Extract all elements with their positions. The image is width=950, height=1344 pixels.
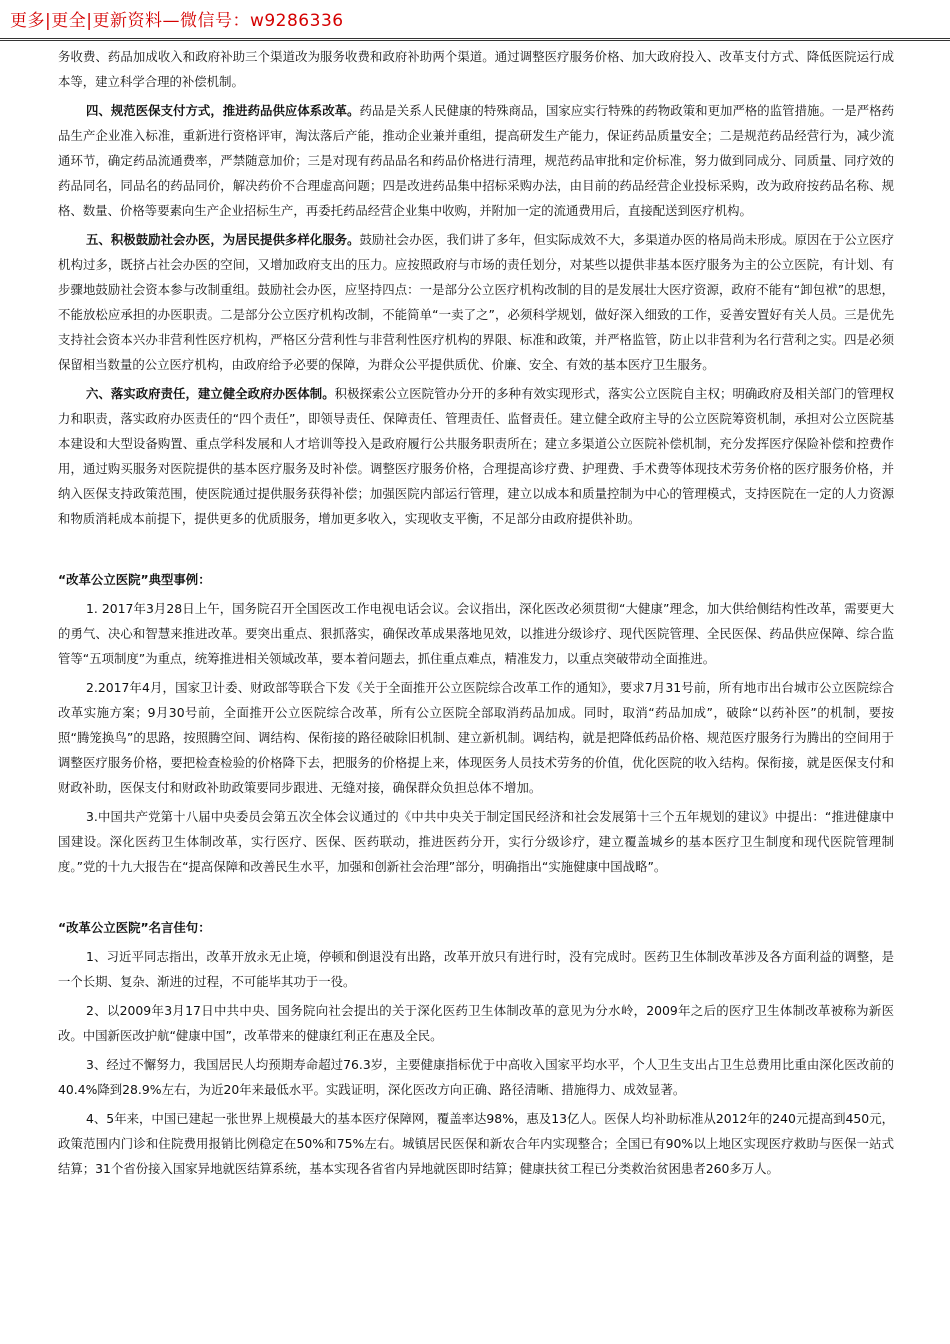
section-5 (58, 227, 894, 377)
wechat-watermark-header: 更多|更全|更新资料—微信号：w9286336 (10, 11, 344, 31)
quote-item: 2、以2009年3月17日中共中央、国务院向社会提出的关于深化医药卫生体制改革的意见为分水岭，2009年之后的医疗卫生体制改革被称为新医改。中国新医改护航“健康中国”，改革带来的健康红利正在惠及全民。 (58, 1003, 894, 1043)
section-4-text: 药品是关系人民健康的特殊商品，国家应实行特殊的药物政策和更加严格的监管措施。一是严格药品生产企业准入标准，重新进行资格评审，淘汰落后产能，推动企业兼并重组，提高研发生产能力，保证药品质量安全；二是规范药品经营行为，减少流通环节，确定药品流通费率，严禁随意加价；三是对现有药品品名和药品价格进行清理，规范药品审批和定价标准，努力做到同成分、同质量、同疗效的药品同名，同品名的药品同价，解决药价不合理虚高问题；四是改进药品集中招标采购办法，由目前的药品经营企业投标采购，改为政府按药品名称、规格、数量、价格等要素向生产企业招标生产，再委托药品经营企业集中收购，并附加一定的流通费用后，直接配送到医疗机构。 (58, 103, 895, 218)
quotes-heading: “改革公立医院”名言佳句： (58, 920, 211, 935)
case-item: 2.2017年4月，国家卫计委、财政部等联合下发《关于全面推开公立医院综合改革工作的通知》，要求7月31号前，所有地市出台城市公立医院综合改革实施方案；9月30号前，全面推开公立医院综合改革，所有公立医院全部取消药品加成。同时，取消“药品加成”，破除“以药补医”的机制，要按照“腾笼换鸟”的思路，按照腾空间、调结构、保衔接的路径破除旧机制、建立新机制。调结构，就是把降低药品价格、规范医疗服务行为腾出的空间用于调整医疗服务价格，要把检查检验的价格降下去，把服务的价格提上来，体现医务人员技术劳务的价值，优化医院的收入结构。保衔接，就是医保支付和财政补助，医保支付和财政补助政策要同步跟进、无缝对接，确保群众负担总体不增加。 (58, 680, 894, 795)
paragraph-continuation: 务收费、药品加成收入和政府补助三个渠道改为服务收费和政府补助两个渠道。通过调整医疗服务价格、加大政府投入、改革支付方式、降低医院运行成本等，建立科学合理的补偿机制。 (58, 49, 894, 89)
section-4 (58, 98, 894, 223)
quote-item: 1、习近平同志指出，改革开放永无止境，停顿和倒退没有出路，改革开放只有进行时，没有完成时。医药卫生体制改革涉及各方面利益的调整，是一个长期、复杂、渐进的过程，不可能毕其功于一役。 (58, 949, 894, 989)
cases-heading: “改革公立医院”典型事例： (58, 572, 211, 587)
section-6 (58, 381, 894, 531)
quote-item: 3、经过不懈努力，我国居民人均预期寿命超过76.3岁，主要健康指标优于中高收入国家平均水平，个人卫生支出占卫生总费用比重由深化医改前的40.4%降到28.9%左右，为近20年来最低水平。实践证明，深化医改方向正确、路径清晰、措施得力、成效显著。 (58, 1057, 894, 1097)
section-6-text: 积极探索公立医院管办分开的多种有效实现形式，落实公立医院自主权；明确政府及相关部门的管理权力和职责，落实政府办医责任的“四个责任”，即领导责任、保障责任、管理责任、监督责任。建立健全政府主导的公立医院筹资机制，承担对公立医院基本建设和大型设备购置、重点学科发展和人才培训等投入是政府履行公共服务职责所在；建立多渠道公立医院补偿机制，充分发挥医疗保险补偿和控费作用，通过购买服务对医院提供的基本医疗服务及时补偿。调整医疗服务价格，合理提高诊疗费、护理费、手术费等体现技术劳务价格的医疗服务价格，并纳入医保支持政策范围，使医院通过提供服务获得补偿；加强医院内部运行管理，建立以成本和质量控制为中心的管理模式，支持医院在一定的人力资源和物质消耗成本前提下，提供更多的优质服务，增加更多收入，实现收支平衡，不足部分由政府提供补助。 (58, 386, 895, 526)
quote-item: 4、5年来，中国已建起一张世界上规模最大的基本医疗保障网，覆盖率达98%，惠及13亿人。医保人均补助标准从2012年的240元提高到450元，政策范围内门诊和住院费用报销比例稳定在50%和75%左右。城镇居民医保和新农合年内实现整合；全国已有90%以上地区实现医疗救助与医保一站式结算；31个省份接入国家异地就医结算系统，基本实现各省省内异地就医即时结算；健康扶贫工程已分类救治贫困患者260多万人。 (58, 1111, 894, 1176)
section-4-title: 四、规范医保支付方式，推进药品供应体系改革。 (86, 103, 360, 118)
section-6-title: 六、落实政府责任，建立健全政府办医体制。 (86, 386, 335, 401)
case-item: 1. 2017年3月28日上午，国务院召开全国医改工作电视电话会议。会议指出，深化医改必须贯彻“大健康”理念，加大供给侧结构性改革，需要更大的勇气、决心和智慧来推进改革。要突出重点、狠抓落实，确保改革成果落地见效，以推进分级诊疗、现代医院管理、全民医保、药品供应保障、综合监管等“五项制度”为重点，统筹推进相关领域改革，要本着问题去，抓住重点难点，精准发力，以重点突破带动全面推进。 (58, 601, 894, 666)
document-body (58, 44, 894, 1181)
case-item: 3.中国共产党第十八届中央委员会第五次全体会议通过的《中共中央关于制定国民经济和社会发展第十三个五年规划的建议》中提出：“推进健康中国建设。深化医药卫生体制改革，实行医疗、医保、医药联动，推进医药分开，实行分级诊疗，建立覆盖城乡的基本医疗卫生制度和现代医院管理制度。”党的十九大报告在“提高保障和改善民生水平，加强和创新社会治理”部分，明确指出“实施健康中国战略”。 (58, 809, 894, 874)
section-5-text: 鼓励社会办医，我们讲了多年，但实际成效不大，多渠道办医的格局尚未形成。原因在于公立医疗机构过多，既挤占社会办医的空间，又增加政府支出的压力。应按照政府与市场的责任划分，对某些以提供非基本医疗服务为主的公立医院，有计划、有步骤地鼓励社会资本参与改制重组。鼓励社会办医，应坚持四点：一是部分公立医疗机构改制的目的是发展壮大医疗资源，政府不能有“卸包袱”的思想，不能放松应承担的办医职责。二是部分公立医疗机构改制，不能简单“一卖了之”，必须科学规划，做好深入细致的工作，妥善安置好有关人员。三是优先支持社会资本兴办非营利性医疗机构，严格区分营利性与非营利性医疗机构的界限、标准和政策，并严格监管，防止以非营利为名行营利之实。四是必须保留相当数量的公立医疗机构，由政府给予必要的保障，为群众公平提供质优、价廉、安全、有效的基本医疗卫生服务。 (58, 232, 895, 372)
header-divider (0, 38, 950, 41)
section-5-title: 五、积极鼓励社会办医，为居民提供多样化服务。 (86, 232, 360, 247)
